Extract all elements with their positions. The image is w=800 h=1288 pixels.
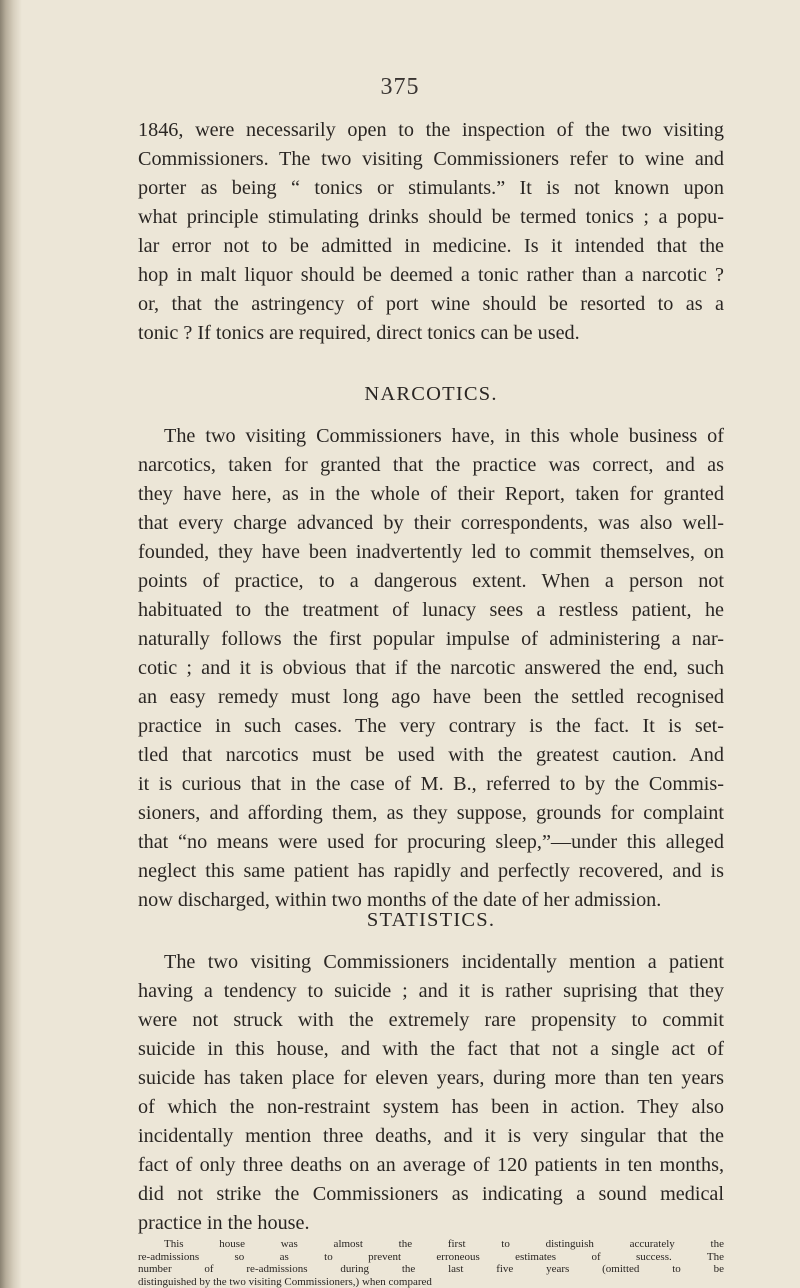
page-number: 375: [380, 74, 420, 100]
text-line: naturally follows the first popular impulse of administering a nar-: [138, 628, 724, 650]
text-line: tonic ? If tonics are required, direct tonics can be used.: [138, 322, 580, 344]
text-line: 1846, were necessarily open to the inspection of the two visiting: [138, 119, 724, 141]
text-line: neglect this same patient has rapidly and perfectly recovered, and is: [138, 860, 724, 882]
text-line: re-admissions so as to prevent erroneous estimates of success. The: [138, 1250, 724, 1263]
text-line: sioners, and affording them, as they suppose, grounds for complaint: [138, 802, 724, 824]
text-line: or, that the astringency of port wine should be resorted to as a: [138, 293, 724, 315]
text-line: hop in malt liquor should be deemed a tonic rather than a narcotic ?: [138, 264, 724, 286]
text-line: founded, they have been inadvertently led to commit themselves, on: [138, 541, 724, 563]
text-line: The two visiting Commissioners have, in this whole business of: [164, 425, 724, 447]
text-line: what principle stimulating drinks should be termed tonics ; a popu-: [138, 206, 724, 228]
text-line: they have here, as in the whole of their Report, taken for granted: [138, 483, 724, 505]
text-line: lar error not to be admitted in medicine. Is it intended that the: [138, 235, 724, 257]
text-line: incidentally mention three deaths, and it is very singular that the: [138, 1125, 724, 1147]
text-line: now discharged, within two months of the date of her admission.: [138, 889, 662, 911]
text-line: porter as being “ tonics or stimulants.” It is not known upon: [138, 177, 724, 199]
text-line: having a tendency to suicide ; and it is rather suprising that they: [138, 980, 724, 1002]
text-line: This house was almost the first to distinguish accurately the: [164, 1238, 724, 1250]
text-line: habituated to the treatment of lunacy sees a restless patient, he: [138, 599, 724, 621]
text-line: points of practice, to a dangerous extent. When a person not: [138, 570, 724, 592]
text-line: practice in such cases. The very contrary is the fact. It is set-: [138, 715, 724, 737]
statistics-paragraph-1: [138, 948, 724, 1238]
text-line: it is curious that in the case of M. B., referred to by the Commis-: [138, 773, 724, 795]
text-line: did not strike the Commissioners as indicating a sound medical: [138, 1183, 724, 1205]
text-line: The two visiting Commissioners incidentally mention a patient: [164, 951, 724, 973]
text-line: tled that narcotics must be used with the greatest caution. And: [138, 744, 724, 766]
text-line: an easy remedy must long ago have been the settled recognised: [138, 686, 724, 708]
narcotics-paragraph: [138, 422, 724, 915]
text-line: practice in the house.: [138, 1212, 310, 1234]
text-line: number of re-admissions during the last five years (omitted to be: [138, 1263, 724, 1275]
statistics-paragraph-2: [138, 1238, 724, 1288]
intro-paragraph: [138, 116, 724, 348]
page-binding-shadow: [0, 0, 22, 1288]
text-line: narcotics, taken for granted that the practice was correct, and as: [138, 454, 724, 476]
text-line: suicide has taken place for eleven years, during more than ten years: [138, 1067, 724, 1089]
text-line: that “no means were used for procuring sleep,”—under this alleged: [138, 831, 724, 853]
text-line: were not struck with the extremely rare propensity to commit: [138, 1009, 724, 1031]
text-line: of which the non-restraint system has been in action. They also: [138, 1096, 724, 1118]
section-heading-narcotics: NARCOTICS.: [364, 383, 498, 405]
text-line: fact of only three deaths on an average of 120 patients in ten months,: [138, 1154, 724, 1176]
text-line: cotic ; and it is obvious that if the narcotic answered the end, such: [138, 657, 724, 679]
text-line: that every charge advanced by their correspondents, was also well-: [138, 512, 724, 534]
text-line: suicide in this house, and with the fact that not a single act of: [138, 1038, 724, 1060]
section-heading-statistics: STATISTICS.: [366, 909, 496, 931]
text-line: distinguished by the two visiting Commissioners,) when compared: [138, 1275, 432, 1288]
text-line: Commissioners. The two visiting Commissioners refer to wine and: [138, 148, 724, 170]
